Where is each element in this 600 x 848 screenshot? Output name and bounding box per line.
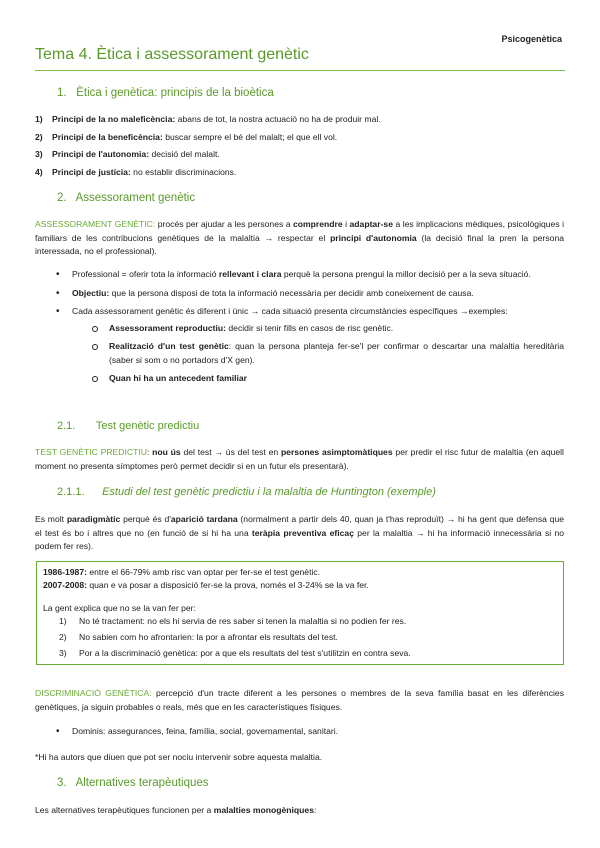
list-item: 3) Principi de l'autonomia: decisió del malalt. bbox=[35, 149, 220, 159]
huntington-data-box bbox=[36, 561, 564, 665]
list-item: • Objectiu: que la persona disposi de tota la informació necessària per decidir amb coneixement de causa. bbox=[56, 287, 564, 301]
sub-list-item: Quan hi ha un antecedent familiar bbox=[72, 372, 564, 386]
section-2-1-number: 2.1. bbox=[57, 420, 76, 432]
section-2-1-1-number: 2.1.1. bbox=[57, 486, 85, 498]
year-row: 1986-1987: entre el 66-79% amb risc van optar per fer-se el test genètic. bbox=[43, 567, 321, 577]
box-intro: La gent explica que no se la van fer per: bbox=[43, 603, 196, 613]
section-1-number: 1. bbox=[57, 87, 67, 99]
section-2-title: Assessorament genètic bbox=[75, 192, 196, 204]
list-item: • Dominis: assegurances, feina, família, social, governamental, sanitari. bbox=[56, 725, 564, 739]
year-row: 2007-2008: quan e va posar a disposició fer-se la prova, només el 3-24% se la va fer. bbox=[43, 580, 369, 590]
page-title: Tema 4. Ètica i assessorament genètic bbox=[35, 46, 309, 63]
section-1-heading bbox=[57, 87, 274, 99]
title-divider bbox=[35, 70, 565, 71]
footnote: *Hi ha autors que diuen que pot ser nociu intervenir sobre aquesta malaltia. bbox=[35, 752, 323, 762]
list-item: • Cada assessorament genètic és diferent i únic → cada situació presenta circumstàncies específiques →exemples: Assessorament reproductiu: decidir si tenir fills en casos de risc genètic. Realització d'un test genètic: quan la persona planteja fer-se'l per confirmar o descartar una malaltia hereditària (saber si som o no portadors d'X gen). Quan hi ha un antecedent familiar bbox=[56, 305, 564, 386]
running-header: Psicogenètica bbox=[501, 34, 562, 44]
section-1-title: Ètica i genètica: principis de la bioètica bbox=[76, 87, 274, 99]
list-item: 4) Principi de justícia: no establir discriminacions. bbox=[35, 166, 237, 177]
sub-list-item: Realització d'un test genètic: quan la persona planteja fer-se'l per confirmar o descartar una malaltia hereditària (saber si som o no portadors d'X gen). bbox=[72, 340, 564, 367]
discrimination-definition: DISCRIMINACIÓ GENÈTICA: percepció d'un tracte diferent a les persones o membres de la seva família basat en les diferències genètiques, ja siguin probables o reals, més que en les característiques físiques. bbox=[35, 688, 564, 712]
section-2-1-title: Test genètic predictiu bbox=[95, 420, 200, 432]
huntington-paragraph: Es molt paradigmàtic perquè és d'aparició tardana (normalment a partir dels 40, quan ja t'has reproduït) → hi ha gent que defensa que el test és bo i altres que no (en funció de si hi ha una teràpia preventiva eficaç per la malaltia → hi ha informació innecessària si no podem fer res). bbox=[35, 514, 565, 551]
section-2-1-1-title: Estudi del test genètic predictiu i la malaltia de Huntington (exemple) bbox=[102, 486, 436, 498]
list-item: 2) No sabien com ho afrontarien: la por a afrontar els resultats del test. bbox=[59, 632, 338, 642]
section-3-title: Alternatives terapèutiques bbox=[75, 777, 209, 789]
list-item: 2) Principi de la beneficència: buscar sempre el bé del malalt; el que ell vol. bbox=[35, 131, 338, 142]
section-2-heading bbox=[57, 192, 195, 204]
section-2-number: 2. bbox=[57, 192, 67, 204]
list-item: 1) Principi de la no maleficència: abans de tot, la nostra actuació no ha de produir mal. bbox=[35, 114, 381, 124]
list-item: 3) Por a la discriminació genètica: por a que els resultats del test s'utilitzin en contra seva. bbox=[59, 648, 411, 658]
section-3-number: 3. bbox=[57, 777, 67, 789]
assessorament-definition: ASSESSORAMENT GENÈTIC: procés per ajudar a les persones a comprendre i adaptar-se a les implicacions mèdiques, psicològiques i familiars de les contribucions genètiques de la malaltia → respectar el principi d'autonomia (la decisió final la pren la persona interessada, no el professional). bbox=[35, 219, 564, 256]
discrimination-bullets bbox=[56, 725, 564, 744]
section-2-1-heading bbox=[57, 420, 199, 432]
sub-list-item: Assessorament reproductiu: decidir si tenir fills en casos de risc genètic. bbox=[72, 322, 564, 336]
assessorament-bullets bbox=[56, 268, 564, 391]
section-3-paragraph: Les alternatives terapèutiques funcionen per a malalties monogèniques: bbox=[35, 805, 317, 815]
section-3-heading bbox=[57, 777, 209, 789]
section-2-1-1-heading bbox=[57, 486, 436, 498]
principles-list bbox=[35, 113, 381, 183]
list-item: • Professional = oferir tota la informació rellevant i clara perquè la persona prengui la millor decisió per a la seva situació. bbox=[56, 268, 564, 282]
test-definition: TEST GENÈTIC PREDICTIU: nou ús del test → ús del test en persones asimptomàtiques per predir el risc futur de malaltia (en aquell moment no presenta símptomes però permet decidir si en un futur els presentarà). bbox=[35, 447, 564, 471]
list-item: 1) No té tractament: no els hi servia de res saber si tenen la malaltia si no podien fer res. bbox=[59, 616, 407, 626]
